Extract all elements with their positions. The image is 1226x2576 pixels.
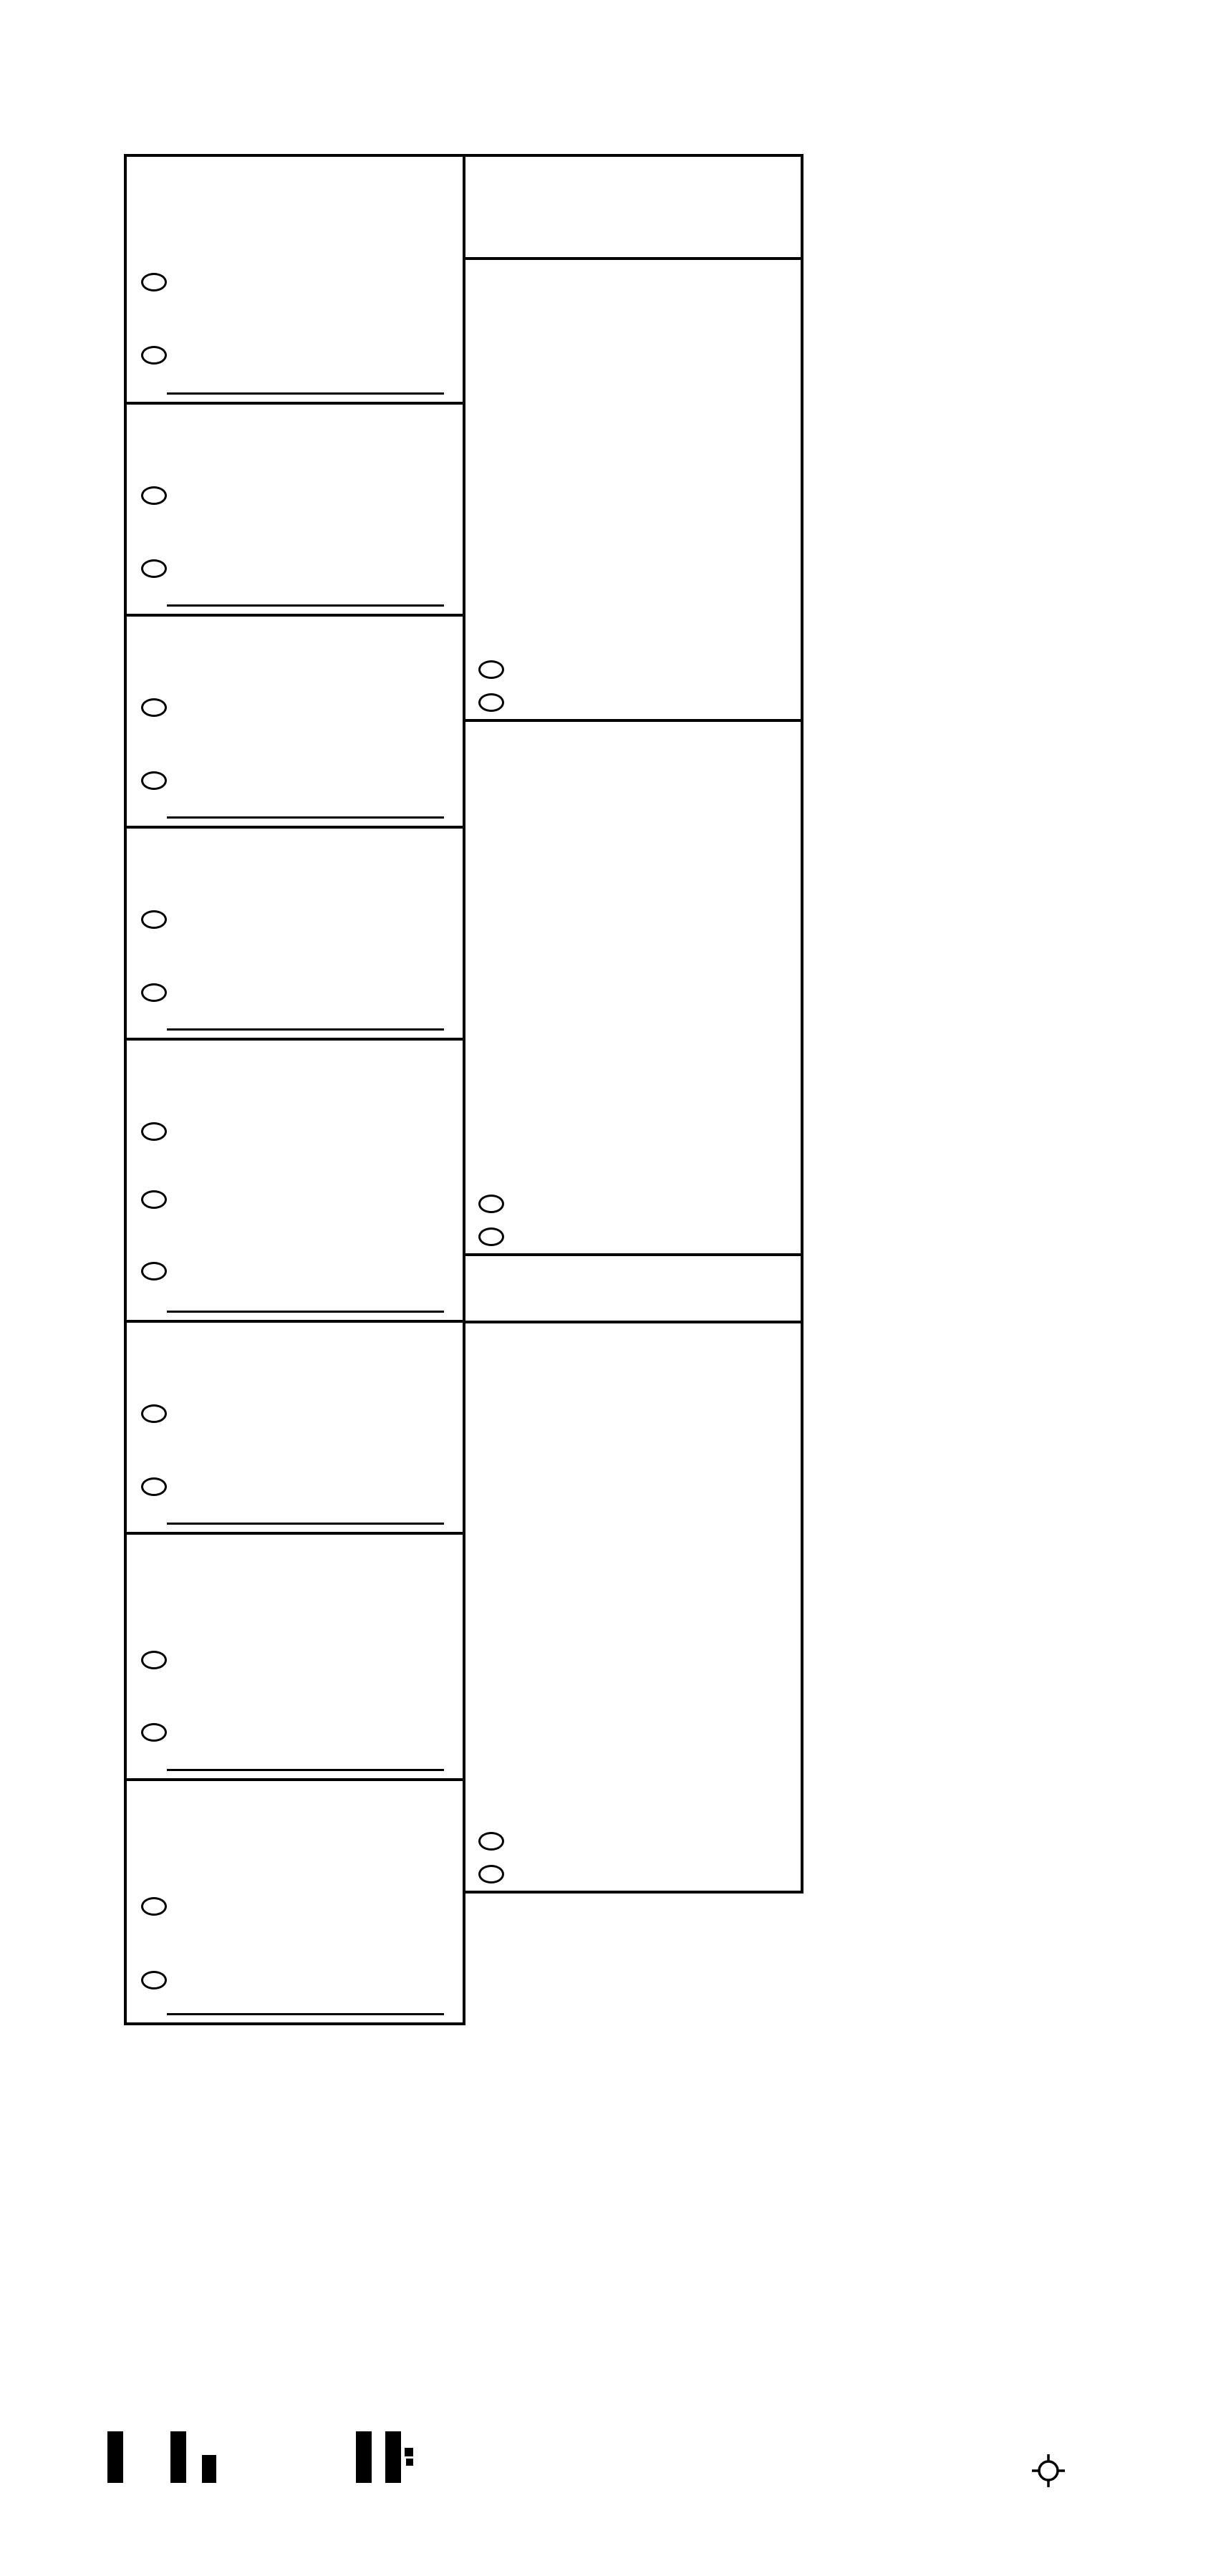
measure-amendment-1 xyxy=(463,257,803,722)
write-in-oval[interactable] xyxy=(141,559,167,578)
no-choice-row xyxy=(478,1863,518,1883)
write-in-label xyxy=(167,1313,444,1316)
candidate-text xyxy=(178,697,181,701)
candidate-text xyxy=(178,909,181,913)
candidate-text xyxy=(178,485,181,489)
yes-oval[interactable] xyxy=(478,1832,504,1851)
write-in-oval[interactable] xyxy=(141,1262,167,1280)
write-in-area[interactable] xyxy=(167,392,444,397)
write-in-area[interactable] xyxy=(167,2013,444,2018)
write-in-label xyxy=(167,1525,444,1528)
amendments-header-box xyxy=(463,154,803,260)
candidate-row xyxy=(141,1403,458,1423)
write-in-oval[interactable] xyxy=(141,346,167,365)
no-choice-row xyxy=(478,692,518,712)
contest-district-attorney xyxy=(124,154,465,405)
write-in-area[interactable] xyxy=(167,1523,444,1528)
candidate-row xyxy=(141,909,458,929)
write-in-area[interactable] xyxy=(167,1769,444,1774)
candidate-oval[interactable] xyxy=(141,698,167,717)
contest-county-commissioner-district-1 xyxy=(124,1778,465,2025)
yes-oval[interactable] xyxy=(478,1195,504,1213)
candidate-row xyxy=(141,697,458,717)
yes-choice-row xyxy=(478,1830,518,1851)
write-in-area[interactable] xyxy=(167,1028,444,1033)
candidate-oval[interactable] xyxy=(141,273,167,291)
yes-choice-row xyxy=(478,1193,518,1213)
no-oval[interactable] xyxy=(478,693,504,712)
candidate-oval[interactable] xyxy=(141,1190,167,1209)
contest-county-commission-chairman xyxy=(124,1532,465,1781)
ballot-code-glyph xyxy=(405,2448,413,2456)
candidate-text xyxy=(178,1121,181,1125)
yes-oval[interactable] xyxy=(478,660,504,679)
candidate-oval[interactable] xyxy=(141,486,167,505)
yes-choice-row xyxy=(478,659,518,679)
measure-references xyxy=(478,279,789,304)
write-in-label xyxy=(167,1771,444,1774)
candidate-row xyxy=(141,1896,458,1916)
write-in-area[interactable] xyxy=(167,604,444,609)
referendum-header-box xyxy=(463,1253,803,1323)
ballot-code-bar xyxy=(107,2431,123,2483)
candidate-oval[interactable] xyxy=(141,1404,167,1423)
candidate-row xyxy=(141,485,458,505)
write-in-area[interactable] xyxy=(167,1311,444,1316)
measure-referendum-a xyxy=(463,1321,803,1894)
write-in-label xyxy=(167,2015,444,2018)
write-in-area[interactable] xyxy=(167,816,444,821)
write-in-label xyxy=(167,819,444,821)
candidate-text xyxy=(178,1403,181,1407)
write-in-oval[interactable] xyxy=(141,1971,167,1989)
candidate-row xyxy=(141,1649,458,1669)
referendum-header xyxy=(465,1256,801,1291)
no-oval[interactable] xyxy=(478,1865,504,1883)
no-choice-row xyxy=(478,1226,518,1246)
contest-title xyxy=(127,1546,463,1574)
ballot-code-bar xyxy=(385,2431,401,2483)
measures-column xyxy=(463,154,803,1894)
candidate-row xyxy=(141,1121,458,1141)
candidate-text xyxy=(178,1896,181,1900)
candidate-oval[interactable] xyxy=(141,1651,167,1669)
contest-sheriff xyxy=(124,614,465,829)
candidate-oval[interactable] xyxy=(141,1897,167,1916)
measure-amendment-2 xyxy=(463,719,803,1256)
candidate-row xyxy=(141,1189,458,1209)
contest-solicitor-general xyxy=(124,1320,465,1535)
write-in-oval[interactable] xyxy=(141,1477,167,1496)
amendments-header xyxy=(465,157,801,227)
ballot-code-bar xyxy=(202,2455,216,2483)
ballot-code-glyph xyxy=(406,2459,413,2466)
contest-column xyxy=(124,154,465,2025)
candidate-row xyxy=(141,271,458,291)
write-in-label xyxy=(167,607,444,609)
write-in-oval[interactable] xyxy=(141,983,167,1002)
write-in-label xyxy=(167,395,444,397)
contest-title xyxy=(127,1793,463,1820)
contest-coroner xyxy=(124,1038,465,1323)
write-in-label xyxy=(167,1031,444,1033)
no-oval[interactable] xyxy=(478,1227,504,1246)
candidate-oval[interactable] xyxy=(141,1122,167,1141)
contest-title xyxy=(127,168,463,196)
measure-references xyxy=(478,1342,789,1367)
candidate-text xyxy=(178,271,181,276)
contest-tax-commissioner xyxy=(124,826,465,1041)
candidate-oval[interactable] xyxy=(141,910,167,929)
write-in-oval[interactable] xyxy=(141,1723,167,1742)
ballot-code-bar xyxy=(356,2431,372,2483)
write-in-oval[interactable] xyxy=(141,771,167,790)
ballot-code-bar xyxy=(170,2431,186,2483)
candidate-text xyxy=(178,1189,181,1193)
contest-clerk-superior-court xyxy=(124,402,465,617)
registration-crosshair-icon xyxy=(1030,2452,1067,2489)
candidate-text xyxy=(178,1649,181,1654)
measure-references xyxy=(478,741,789,766)
